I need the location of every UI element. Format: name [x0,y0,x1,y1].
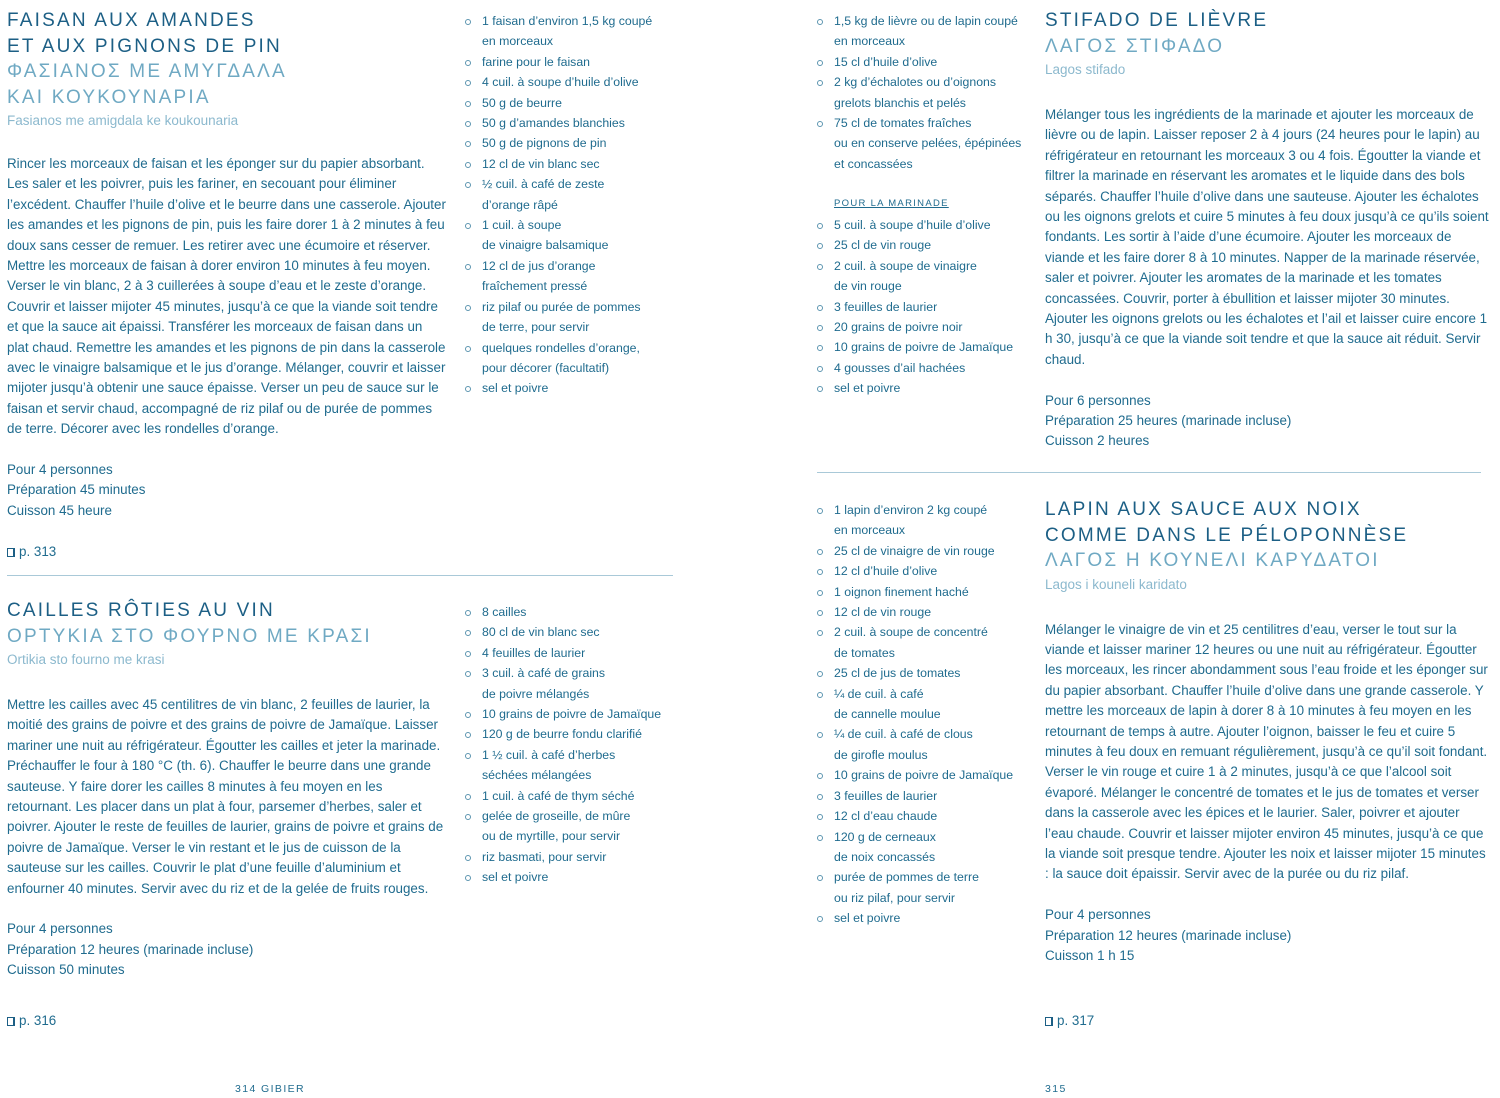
ingredient-item: 10 grains de poivre de Jamaïque [465,704,685,724]
ingredient-item: 1 ½ cuil. à café d’herbes séchées mélangées [465,745,685,786]
recipe-method [7,695,447,981]
ingredient-item: sel et poivre [465,378,685,398]
ingredient-item: 12 cl de jus d’orange fraîchement pressé [465,256,685,297]
recipe-transliteration: Fasianos me amigdala ke koukounaria [7,113,239,128]
ingredient-item: ¼ de cuil. à café de cannelle moulue [817,684,1037,725]
ingredient-item: 4 cuil. à soupe d’huile d’olive [465,72,685,92]
ingredient-item: sel et poivre [817,908,1037,928]
page-reference[interactable] [1045,1011,1094,1031]
ingredient-item: gelée de groseille, de mûre ou de myrtille, pour servir [465,806,685,847]
cook-time: Cuisson 45 heure [7,502,112,518]
footer-left: 314 GIBIER [235,1083,306,1095]
recipe-cailles [7,598,447,981]
recipe-title-fr [1045,497,1490,548]
ingredient-item: 1 faisan d’environ 1,5 kg coupé en morceaux [465,11,685,52]
recipe-method [1045,620,1490,967]
recipe-method [7,154,447,521]
recipe-transliteration: Lagos i kouneli karidato [1045,576,1187,592]
servings: Pour 4 personnes [7,921,113,937]
ingredient-list [465,602,685,888]
title-line: ET AUX PIGNONS DE PIN [7,35,282,57]
ingredient-item: 80 cl de vin blanc sec [465,622,685,642]
prep-time: Préparation 12 heures (marinade incluse) [1045,927,1292,943]
ingredient-item: 75 cl de tomates fraîches ou en conserve pelées, épépinées et concassées [817,113,1037,174]
ingredient-item: 25 cl de jus de tomates [817,663,1037,683]
ingredient-item: 25 cl de vin rouge [817,235,1037,255]
recipe-title-gr [1045,34,1490,60]
title-line: ΛΑΓΟΣ Η ΚΟΥΝΕΛΙ ΚΑΡΥΔΑΤΟΙ [1045,550,1380,571]
recipe-lapin [1045,497,1490,966]
divider [7,575,673,576]
title-line: COMME DANS LE PÉLOPONNÈSE [1045,524,1409,546]
marinade-list [817,215,1037,399]
method-text: Mélanger le vinaigre de vin et 25 centilitres d’eau, verser le tout sur la viande et laisser mariner 12 heures ou une nuit au réfrigérateur. Égoutter les morceaux, les rincer abondamment sous l’eau froide et les éponger sur du papier absorbant. Chauffer l’huile d’olive dans une grande casserole. Y mettre les morceaux de lapin à dorer 8 à 10 minutes à feu moyen en les retournant de temps à autre. Ajouter l’oignon, baisser le feu et cuire 5 minutes à feu doux en remuant régulièrement, jusqu’à ce qu’il soit fondant. Verser le vin rouge et cuire 1 à 2 minutes, jusqu’à ce que l’alcool soit évaporé. Mélanger le concentré de tomates et le jus de tomates et verser dans la casserole avec les épices et le laurier. Saler, poivrer et ajouter l’eau chaude. Couvrir et laisser mijoter environ 45 minutes, jusqu’à ce que la viande soit presque tendre. Ajouter les noix et laisser mijoter 15 minutes : la sauce doit épaissir. Servir avec de la purée ou du riz pilaf. [1045,621,1488,882]
book-icon [7,1017,15,1026]
ingredient-item: 12 cl d’huile d’olive [817,561,1037,581]
ingredient-item: 12 cl de vin rouge [817,602,1037,622]
servings: Pour 6 personnes [1045,392,1151,408]
marinade-heading: POUR LA MARINADE [834,198,949,209]
ingredient-item: 25 cl de vinaigre de vin rouge [817,541,1037,561]
ingredient-item: 12 cl d’eau chaude [817,806,1037,826]
prep-time: Préparation 45 minutes [7,482,146,498]
prep-time: Préparation 12 heures (marinade incluse) [7,941,254,957]
ingredient-item: 2 cuil. à soupe de vinaigre de vin rouge [817,256,1037,297]
ingredient-item: 4 gousses d’ail hachées [817,358,1037,378]
divider [817,472,1481,473]
marinade-block [817,194,1037,399]
ingredient-item: 50 g de beurre [465,93,685,113]
ingredient-item: 1 lapin d’environ 2 kg coupé en morceaux [817,500,1037,541]
ingredient-item: 10 grains de poivre de Jamaïque [817,337,1037,357]
book-icon [7,548,15,557]
ingredient-item: 1 cuil. à café de thym séché [465,786,685,806]
ingredient-item: 120 g de cerneaux de noix concassés [817,827,1037,868]
title-line: FAISAN AUX AMANDES [7,10,256,31]
page-reference[interactable] [7,1011,56,1031]
ingredient-item: 8 cailles [465,602,685,622]
title-line: LAPIN AUX SAUCE AUX NOIX [1045,499,1362,520]
ingredient-item: 12 cl de vin blanc sec [465,154,685,174]
recipe-method [1045,105,1490,452]
recipe-stifado [1045,8,1490,452]
title-line: STIFADO DE LIÈVRE [1045,10,1269,31]
recipe-title-fr [1045,8,1490,34]
ingredient-item: 15 cl d’huile d’olive [817,52,1037,72]
recipe-transliteration: Ortikia sto fourno me krasi [7,652,165,667]
ingredient-item: 1 oignon finement haché [817,582,1037,602]
ingredient-item: 2 kg d’échalotes ou d’oignons grelots blanchis et pelés [817,72,1037,113]
page-reference[interactable] [7,542,56,562]
title-line: ΦΑΣΙΑΝΟΣ ΜΕ ΑΜΥΓΔΑΛΑ [7,61,287,82]
ingredient-item: purée de pommes de terre ou riz pilaf, pour servir [817,867,1037,908]
ingredient-list [817,500,1037,929]
cook-time: Cuisson 50 minutes [7,962,125,978]
ingredient-item: 3 cuil. à café de grains de poivre mélangés [465,663,685,704]
ingredient-item: 1 cuil. à soupe de vinaigre balsamique [465,215,685,256]
ingredient-item: sel et poivre [465,867,685,887]
cook-time: Cuisson 2 heures [1045,433,1150,449]
recipe-title-gr [7,624,447,650]
page-reference-label: p. 316 [19,1013,57,1028]
ingredient-item: ½ cuil. à café de zeste d’orange râpé [465,174,685,215]
ingredient-item: riz pilaf ou purée de pommes de terre, pour servir [465,297,685,338]
ingredient-item: 3 feuilles de laurier [817,786,1037,806]
method-text: Rincer les morceaux de faisan et les éponger sur du papier absorbant. Les saler et les poivrer, puis les fariner, en secouant pour éliminer l’excédent. Chauffer l’huile d’olive et le beurre dans une casserole. Ajouter les amandes et les pignons de pin, puis les faire dorer 1 à 2 minutes à feu doux sans cesser de remuer. Les retirer avec une écumoire et réserver. Mettre les morceaux de faisan à dorer environ 10 minutes à feu moyen. Verser le vin blanc, 2 à 3 cuillerées à soupe d’eau et le zeste d’orange. Couvrir et laisser mijoter 45 minutes, jusqu’à ce que la viande soit tendre et que la sauce ait épaissi. Transférer les morceaux de faisan dans un plat chaud. Remettre les amandes et les pignons de pin dans la casserole avec le vinaigre balsamique et le jus d’orange. Mélanger, couvrir et laisser mijoter jusqu’à obtenir une sauce épaisse. Verser un peu de sauce sur le faisan et servir chaud, accompagné de riz pilaf ou de purée de pommes de terre. Décorer avec les rondelles d’orange. [7,156,446,437]
footer-right: 315 [1045,1083,1067,1095]
ingredient-item: 2 cuil. à soupe de concentré de tomates [817,622,1037,663]
ingredient-item: 3 feuilles de laurier [817,297,1037,317]
recipe-title-fr [7,598,447,624]
book-icon [1045,1017,1053,1026]
title-line: ΚΑΙ ΚΟΥΚΟΥΝΑΡΙΑ [7,86,211,108]
recipe-title-gr [1045,548,1490,574]
method-text: Mettre les cailles avec 45 centilitres de vin blanc, 2 feuilles de laurier, la moitié des grains de poivre et des grains de poivre de Jamaïque. Laisser mariner une nuit au réfrigérateur. Égoutter les cailles et jeter la marinade. Préchauffer le four à 180 °C (th. 6). Chauffer le beurre dans une grande sauteuse. Y faire dorer les cailles 8 minutes à feu moyen en les retournant. Les placer dans un plat à four, parsemer d’herbes, saler et poivrer. Ajouter le reste de feuilles de laurier, grains de poivre et grains de poivre de Jamaïque. Verser le vin restant et le jus de cuisson de la sauteuse sur les cailles. Couvrir le plat d’une feuille d’aluminium et enfourner 40 minutes. Servir avec du riz et de la gelée de fruits rouges. [7,697,444,896]
title-line: ΛΑΓΟΣ ΣΤΙΦΑΔΟ [1045,35,1225,57]
ingredient-item: 120 g de beurre fondu clarifié [465,724,685,744]
ingredient-item: 20 grains de poivre noir [817,317,1037,337]
ingredient-list [817,11,1037,174]
page-reference-label: p. 313 [19,544,57,559]
method-text: Mélanger tous les ingrédients de la marinade et ajouter les morceaux de lièvre ou de lapin. Laisser reposer 2 à 4 jours (24 heures pour le lapin) au réfrigérateur en retournant les morceaux 3 ou 4 fois. Égoutter la viande et filtrer la marinade en réservant les aromates et le liquide dans des bols séparés. Chauffer l’huile d’olive dans une sauteuse. Ajouter les échalotes ou les oignons grelots et cuire 5 minutes à feu doux jusqu’à ce qu’ils soient fondants. Les sortir à l’aide d’une écumoire. Ajouter les morceaux de viande et les faire dorer 8 à 10 minutes. Napper de la marinade réservée, saler et poivrer. Ajouter les aromates de la marinade et les tomates concassées. Couvrir, porter à ébullition et laisser mijoter 30 minutes. Ajouter les oignons grelots ou les échalotes et l’ail et laisser cuire encore 1 h 30, jusqu’à ce que la viande soit tendre et que la sauce ait réduit. Servir chaud. [1045,107,1489,367]
title-line: ΟΡΤΥΚΙΑ ΣΤΟ ΦΟΥΡΝΟ ΜΕ ΚΡΑΣΙ [7,625,372,647]
ingredient-list [465,11,685,399]
ingredient-item: 10 grains de poivre de Jamaïque [817,765,1037,785]
ingredient-item: 1,5 kg de lièvre ou de lapin coupé en morceaux [817,11,1037,52]
ingredient-item: 4 feuilles de laurier [465,643,685,663]
title-line: CAILLES RÔTIES AU VIN [7,600,275,621]
servings: Pour 4 personnes [7,462,113,478]
ingredient-item: quelques rondelles d’orange, pour décorer (facultatif) [465,338,685,379]
servings: Pour 4 personnes [1045,907,1151,923]
recipe-title-fr [7,8,447,59]
recipe-faisan [7,8,447,521]
ingredient-item: farine pour le faisan [465,52,685,72]
ingredient-item: riz basmati, pour servir [465,847,685,867]
cook-time: Cuisson 1 h 15 [1045,947,1135,963]
ingredient-item: sel et poivre [817,378,1037,398]
ingredient-item: 50 g d’amandes blanchies [465,113,685,133]
recipe-transliteration: Lagos stifado [1045,62,1126,77]
ingredient-item: 50 g de pignons de pin [465,133,685,153]
prep-time: Préparation 25 heures (marinade incluse) [1045,413,1292,429]
recipe-title-gr [7,59,447,110]
page-reference-label: p. 317 [1057,1013,1095,1028]
ingredient-item: 5 cuil. à soupe d’huile d’olive [817,215,1037,235]
ingredient-item: ¼ de cuil. à café de clous de girofle moulus [817,724,1037,765]
